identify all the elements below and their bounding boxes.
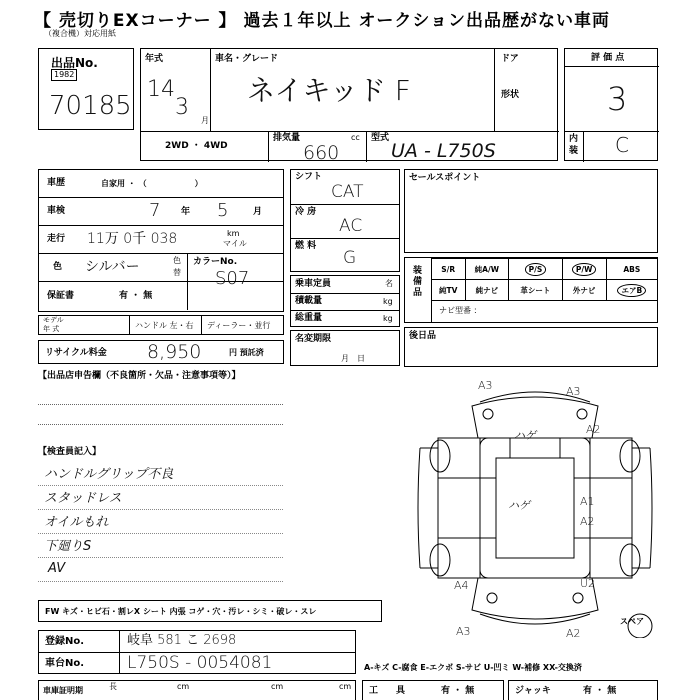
equip-airbag bbox=[606, 280, 657, 301]
sales-point-label: セールスポイント bbox=[409, 173, 481, 183]
lot-sub: 1982 bbox=[51, 69, 77, 81]
lot-number: 70185 bbox=[49, 91, 132, 121]
recycle-label: リサイクル料金 bbox=[45, 348, 107, 358]
gross-label: 総重量 bbox=[295, 313, 323, 323]
model-cell bbox=[367, 131, 559, 162]
year-label: 年式 bbox=[145, 54, 164, 64]
interior-label-2: 装 bbox=[569, 146, 579, 156]
recycle-value: 8,950 bbox=[147, 341, 202, 363]
load-label: 積載量 bbox=[295, 296, 323, 306]
ac-label: 冷 房 bbox=[295, 207, 317, 217]
color-divider bbox=[187, 254, 188, 310]
jack-label: ジャッキ bbox=[515, 686, 551, 696]
name-change-label: 名変期限 bbox=[295, 334, 332, 344]
name-value: ネイキッド F bbox=[247, 74, 411, 107]
lot-box bbox=[38, 48, 134, 130]
vehicle-box bbox=[140, 48, 558, 164]
month-value: 3 bbox=[175, 95, 189, 120]
specs-divider-1 bbox=[291, 204, 399, 205]
seller-line-2 bbox=[38, 424, 283, 425]
model-divider-1 bbox=[129, 316, 130, 334]
note-rule-4 bbox=[38, 557, 283, 558]
shift-label: シフト bbox=[295, 172, 323, 182]
color-change-1: 色 bbox=[173, 256, 181, 265]
rating-interior: C bbox=[615, 133, 629, 157]
spare-label: スペア bbox=[620, 617, 644, 626]
inspector-label: 【検査員記入】 bbox=[38, 447, 102, 457]
row-warranty bbox=[39, 282, 187, 312]
note-line-2: スタッドレス bbox=[44, 491, 122, 506]
equip-abs: ABS bbox=[606, 259, 657, 280]
name-cell bbox=[211, 49, 495, 131]
equip-pw bbox=[562, 259, 606, 280]
car-history-label: 車歴 bbox=[47, 178, 66, 188]
seller-report-lines bbox=[38, 384, 283, 444]
tools-box bbox=[362, 680, 504, 700]
equip-leather-seat: 革シート bbox=[509, 280, 562, 301]
equip-airbag-circle: エアB bbox=[617, 284, 646, 297]
postscript-label: 後日品 bbox=[409, 331, 437, 341]
capacity-box bbox=[290, 275, 400, 327]
jack-options: 有 ・ 無 bbox=[583, 686, 617, 696]
month-unit: 月 bbox=[253, 207, 263, 217]
mark-hage-hood: ハゲ bbox=[514, 429, 536, 442]
equip-pw-circle: P/W bbox=[572, 263, 597, 276]
inspection-year: 7 bbox=[149, 200, 161, 221]
checks-row bbox=[38, 600, 382, 622]
equip-genuine-navi: 純ナビ bbox=[465, 280, 509, 301]
row-inspection bbox=[39, 198, 283, 226]
mileage-label: 走行 bbox=[47, 234, 66, 244]
shape-label: 形状 bbox=[501, 90, 520, 100]
name-label: 車名・グレード bbox=[215, 54, 279, 64]
color-value: シルバー bbox=[85, 259, 140, 275]
displacement-unit: cc bbox=[351, 133, 360, 142]
mark-a3-front-right: A3 bbox=[566, 385, 581, 398]
mark-a3-front-left: A3 bbox=[478, 379, 493, 392]
name-change-unit: 月 日 bbox=[341, 354, 365, 363]
note-rule-1 bbox=[38, 485, 283, 486]
equipment-label: 装備品 bbox=[413, 266, 423, 298]
car-history-text: 自家用 ・ （ ） bbox=[101, 179, 203, 188]
mileage-unit-mile: マイル bbox=[223, 239, 247, 248]
model-type-label-2: 年 式 bbox=[43, 325, 60, 333]
note-line-1: ハンドルグリップ不良 bbox=[44, 467, 174, 482]
cm-unit-1: cm bbox=[177, 682, 190, 691]
shift-value: CAT bbox=[331, 182, 364, 202]
inspector-notes bbox=[38, 462, 283, 597]
model-row bbox=[38, 315, 284, 335]
color-no-value: S07 bbox=[215, 268, 250, 289]
note-rule-2 bbox=[38, 509, 283, 510]
jack-box bbox=[508, 680, 658, 700]
banner-title: 【 売切りEXコーナー 】 過去１年以上 オークション出品歴がない車両 bbox=[34, 11, 611, 31]
recycle-unit: 円 預託済 bbox=[229, 348, 264, 357]
model-type-label-1: モデル bbox=[43, 316, 64, 324]
mark-a2-right-rear: A2 bbox=[580, 515, 595, 528]
cap-divider-2 bbox=[291, 310, 399, 311]
door-label: ドア bbox=[501, 54, 519, 64]
rating-box bbox=[564, 48, 658, 161]
specs-divider-2 bbox=[291, 238, 399, 239]
load-unit: kg bbox=[383, 297, 393, 306]
rating-overall: 3 bbox=[607, 80, 628, 118]
equip-ps-circle: P/S bbox=[525, 263, 547, 276]
equip-external-navi: 外ナビ bbox=[562, 280, 606, 301]
model-label: 型式 bbox=[371, 133, 390, 143]
bottom-row bbox=[38, 680, 356, 700]
equip-genuine-aw: 純A/W bbox=[465, 259, 509, 280]
row-mileage bbox=[39, 226, 283, 254]
month-unit: 月 bbox=[201, 116, 209, 125]
damage-legend: A-キズ C-腐食 E-エクボ S-サビ U-凹ミ W-補修 XX-交換済 bbox=[364, 663, 582, 672]
cap-divider-1 bbox=[291, 293, 399, 294]
mark-a2-right-front: A2 bbox=[586, 423, 601, 436]
mark-hage-roof: ハゲ bbox=[508, 499, 530, 512]
seller-line-1 bbox=[38, 404, 283, 405]
mark-a2-rear: A2 bbox=[566, 627, 581, 640]
name-change-box bbox=[290, 330, 400, 366]
checks-text: FW キズ・ヒビ石・割レX シート 内張 コゲ・穴・汚レ・シミ・破レ・スレ bbox=[45, 607, 317, 616]
note-rule-3 bbox=[38, 533, 283, 534]
handle-text: ハンドル 左・右 bbox=[135, 321, 194, 330]
displacement-cell bbox=[269, 131, 367, 162]
capacity-unit: 名 bbox=[385, 279, 393, 288]
registration-label: 登録No. bbox=[45, 636, 85, 647]
history-box bbox=[38, 169, 284, 312]
navi-model-label: ナビ型番 ： bbox=[439, 306, 482, 315]
mark-a4-left-rear: A4 bbox=[454, 579, 469, 592]
mark-a3-rear: A3 bbox=[456, 625, 471, 638]
tools-label: 工 具 bbox=[369, 686, 406, 696]
interior-label-1: 内 bbox=[569, 134, 579, 144]
car-damage-diagram bbox=[410, 378, 660, 638]
fuel-label: 燃 料 bbox=[295, 241, 317, 251]
equipment-row-1 bbox=[432, 259, 658, 280]
equipment-table bbox=[431, 258, 658, 301]
lot-label: 出品No. bbox=[51, 56, 98, 70]
capacity-label: 乗車定員 bbox=[295, 279, 332, 289]
reg-divider-v bbox=[119, 631, 120, 673]
chassis-value: L750S - 0054081 bbox=[127, 653, 273, 673]
color-change-2: 替 bbox=[173, 268, 181, 277]
rating-divider bbox=[565, 66, 659, 67]
cm-unit-2: cm bbox=[271, 682, 284, 691]
mark-a1-right: A1 bbox=[580, 495, 595, 508]
long-label: 長 bbox=[109, 682, 117, 691]
displacement-label: 排気量 bbox=[273, 133, 301, 143]
specs-box bbox=[290, 169, 400, 272]
row-car-history bbox=[39, 170, 283, 198]
rating-divider-2 bbox=[565, 131, 659, 132]
recycle-row bbox=[38, 340, 284, 364]
inspection-month: 5 bbox=[217, 200, 229, 221]
color-label: 色 bbox=[53, 262, 63, 272]
mileage-value: 11万 0千 038 bbox=[87, 231, 178, 247]
mileage-unit-km: km bbox=[227, 229, 240, 238]
year-cell bbox=[141, 49, 211, 131]
row-color bbox=[39, 254, 283, 289]
model-value: UA - L750S bbox=[391, 140, 496, 162]
seller-report-label: 【出品店申告欄（不良箇所・欠品・注意事項等）】 bbox=[38, 371, 241, 381]
door-cell bbox=[495, 49, 559, 131]
inspection-label: 車検 bbox=[47, 206, 66, 216]
displacement-value: 660 bbox=[303, 142, 340, 164]
sales-point-box bbox=[404, 169, 658, 253]
rating-label: 評 価 点 bbox=[591, 53, 625, 63]
note-line-3: オイルもれ bbox=[44, 515, 109, 530]
gross-unit: kg bbox=[383, 314, 393, 323]
mark-u2-right-rear: U2 bbox=[580, 577, 596, 590]
registration-value: 岐阜 581 こ 2698 bbox=[127, 633, 237, 648]
note-line-5: AV bbox=[48, 561, 66, 576]
equipment-row-2 bbox=[432, 280, 658, 301]
year-value: 14 bbox=[147, 77, 175, 102]
equip-sr: S/R bbox=[432, 259, 466, 280]
tools-options: 有 ・ 無 bbox=[441, 686, 475, 696]
dealer-text: ディーラー・並行 bbox=[207, 321, 271, 330]
warranty-options: 有 ・ 無 bbox=[119, 291, 153, 301]
equipment-box bbox=[404, 257, 658, 323]
equip-genuine-tv: 純TV bbox=[432, 280, 466, 301]
note-rule-5 bbox=[38, 581, 283, 582]
chassis-label: 車台No. bbox=[45, 658, 85, 669]
interior-divider bbox=[583, 131, 584, 162]
fuel-value: G bbox=[343, 248, 357, 268]
equip-ps bbox=[509, 259, 562, 280]
model-divider-2 bbox=[201, 316, 202, 334]
drive-cell bbox=[141, 131, 269, 162]
color-no-label: カラーNo. bbox=[193, 257, 238, 267]
postscript-box bbox=[404, 327, 658, 367]
year-unit: 年 bbox=[181, 207, 191, 217]
top-fragment: （複合機）対応用紙 bbox=[44, 29, 116, 38]
registration-box bbox=[38, 630, 356, 674]
ac-value: AC bbox=[339, 216, 363, 236]
note-line-4: 下廻りS bbox=[44, 539, 92, 554]
warranty-label: 保証書 bbox=[47, 291, 75, 301]
storage-label: 車庫証明期 bbox=[43, 686, 83, 695]
cm-unit-3: cm bbox=[339, 682, 352, 691]
drive-text: 2WD ・ 4WD bbox=[165, 141, 228, 151]
